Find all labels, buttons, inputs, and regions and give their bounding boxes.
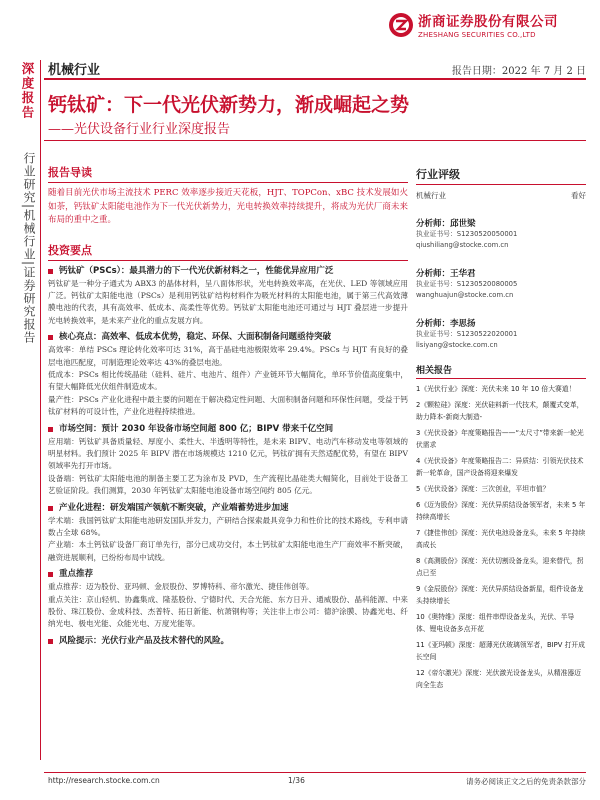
analyst-email[interactable]: qiushiliang@stocke.com.cn [416, 241, 509, 249]
brand-name-cn: 浙商证券股份有限公司 [418, 14, 558, 30]
analyst-card [416, 217, 586, 251]
point-head: 市场空间：预计 2030 年设备市场空间超 800 亿；BIPV 带来千亿空间 [48, 423, 408, 436]
page-subtitle: ——光伏设备行业行业深度报告 [48, 122, 231, 137]
brand-name-en: ZHESHANG SECURITIES CO.,LTD [418, 31, 536, 39]
related-report-link[interactable]: 5《光伏设备》深度：三次创业，平坦市值？ [416, 485, 550, 493]
rating-heading: 行业评级 [416, 166, 586, 185]
related-report-link[interactable]: 8《高测股份》深度：光伏切割设备龙头，迎来替代，拐点已至 [416, 557, 584, 577]
related-report-link[interactable]: 10《奥特维》深度：组件串焊设备龙头，光伏、半导体、锂电设备多点开花 [416, 613, 575, 633]
point-text: 重点推荐：迈为股份、亚玛顿、金辰股份、罗博特科、帝尔激光、捷佳伟创等。 [48, 582, 314, 592]
point-head: 重点推荐 [48, 568, 408, 581]
point-text: 学术端：我国钙钛矿太阳能电池研发国队并发力，产研结合探索最具竞争力和性价比的技术路线，专利申请数占全球 68%。 [48, 515, 408, 537]
analyst-name: 分析师：王华君 [416, 269, 476, 279]
main-content [48, 148, 408, 648]
related-report-link[interactable]: 6《迈为股份》深度：光伏异质结设备领军者，未来 5 年持续高增长 [416, 501, 586, 521]
point-text: 重点关注：京山轻机、协鑫集成、隆基股份、宁德时代、天合光能、东方日升、通威股份、晶科能源、中来股份、珠江股份、金成科技、杰普特、拓日新能、杭萧钢构等；关注非上市公司：德沪涂膜、协鑫光电、纤纳光电、极电光能、众能光电、万度光能等。 [48, 594, 408, 629]
related-heading: 相关报告 [416, 363, 586, 379]
header-divider [44, 78, 586, 80]
industry-label: 机械行业 [48, 63, 101, 78]
analyst-cert: 执业证书号：S1230520050001 [416, 230, 518, 238]
related-report-link[interactable]: 2《颗粒硅》深度：光伏硅料新一代技术，颠覆式变革，助力降本-新商大制造- [416, 401, 584, 421]
sidebar-panel [416, 160, 586, 691]
footer-divider [44, 772, 586, 773]
point-head: 钙钛矿（PSCs）：最具潜力的下一代光伏新材料之一，性能优异应用广泛 [48, 265, 408, 278]
page-number: 1/36 [288, 776, 305, 785]
report-date: 报告日期：2022 年 7 月 2 日 [451, 66, 586, 77]
bullet-square-icon [48, 335, 53, 340]
rating-value: 看好 [571, 191, 586, 200]
analyst-cert: 执业证书号：S1230520080005 [416, 280, 518, 288]
point-text: 产业端：本土钙钛矿设备厂商订单先行，部分已成功交付，本土钙钛矿太阳能电池生产厂商效率不断突破，融资进展顺利，已纷纷布局中试线。 [48, 540, 408, 562]
bullet-square-icon [48, 269, 53, 274]
related-report-link[interactable]: 12《帝尔激光》深度：光伏激光设备龙头，从精准器迈向全生态 [416, 669, 581, 689]
rating-row [416, 190, 586, 201]
footer-url[interactable]: http://research.stocke.com.cn [48, 776, 160, 785]
points-heading: 投资要点 [48, 242, 408, 261]
guide-text: 随着目前光伏市场主流技术 PERC 效率逐步接近天花板，HJT、TOPCon、xBC 技术发展如火如荼，钙钛矿太阳能电池作为下一代光伏新势力，光电转换效率持续提升，将成为光伏厂商未来布局的重中之重。 [48, 188, 408, 225]
point-head: 风险提示：光伏行业产品及技术替代的风险。 [48, 635, 408, 648]
rating-industry: 机械行业 [416, 191, 446, 200]
bullet-square-icon [48, 506, 53, 511]
point-head: 核心亮点：高效率、低成本优势，稳定、环保、大面积制备问题亟待突破 [48, 331, 408, 344]
side-report-type: 深度报告 [20, 62, 35, 120]
related-report-link[interactable]: 7《捷佳伟创》深度：光伏电池设备龙头，未来 5 年持续高成长 [416, 529, 586, 549]
footer-disclaimer: 请务必阅读正文之后的免责条款部分 [466, 777, 586, 786]
related-report-link[interactable]: 11《亚玛顿》深度：超薄光伏玻璃领军者，BIPV 打开成长空间 [416, 641, 585, 661]
analyst-email[interactable]: lisiyang@stocke.com.cn [416, 341, 498, 349]
analyst-card [416, 317, 586, 351]
side-category: 行业研究|机械行业|证券研究报告 [22, 152, 36, 345]
related-report-link[interactable]: 4《光伏设备》年度策略报告二：异质结：引领光伏技术新一轮革命，国产设备将迎来爆发 [416, 457, 584, 477]
related-report-link[interactable]: 3《光伏设备》年度策略报告——“太尺寸”带来新一轮光伏需求 [416, 429, 584, 449]
related-report-link[interactable]: 1《光伏行业》深度：光伏未来 10 年 10 倍大赛道！ [416, 385, 576, 393]
analyst-cert: 执业证书号：S1230522020001 [416, 330, 518, 338]
point-text: 应用端：钙钛矿具备质量轻、厚度小、柔性大、半透明等特性，是未来 BIPV、电动汽车移动发电等领域的明星材料。我们预计 2025 年 BIPV 潜在市场规模达 1210 亿元，钙钛矿拥有天然适配优势，有望在 BIPV 领域率先打开市场。 [48, 436, 408, 471]
point-text: 量产性：PSCs 产业化进程中最主要的问题在于解决稳定性问题、大面积制备问题和环保性问题，受益于钙钛矿材料的可设计性，产业化进程持续推进。 [48, 394, 408, 417]
title-divider [44, 140, 586, 141]
point-text: 高效率：单结 PSCs 理论转化效率可达 31%，高于晶硅电池极限效率 29.4%。PSCs 与 HJT 有良好的叠层电池匹配度，可制造理论效率达 43%的叠层电池。 [48, 345, 408, 367]
guide-heading: 报告导读 [48, 164, 408, 183]
brand-logo [388, 10, 558, 39]
point-text: 低成本：PSCs 相比传统晶硅（硅料、硅片、电池片、组件）产业链环节大幅简化，单环节价值高度集中，有望大幅降低光伏组件制造成本。 [48, 369, 408, 392]
side-divider [40, 60, 41, 760]
analyst-name: 分析师：李思扬 [416, 319, 476, 329]
point-text: 设备端：钙钛矿太阳能电池的制备主要工艺为涂布及 PVD，生产流程比晶硅类大幅简化，目前处于设备工艺验证阶段。我们测算，2030 年钙钛矿太阳能电池设备市场空间约 805 亿元。 [48, 473, 408, 496]
related-report-link[interactable]: 9《金辰股份》深度：光伏异质结设备新星，组件设备龙头持续增长 [416, 585, 584, 605]
brand-logo-icon [388, 12, 414, 38]
page-title: 钙钛矿：下一代光伏新势力，渐成崛起之势 [48, 94, 410, 116]
analyst-email[interactable]: wanghuajun@stocke.com.cn [416, 291, 514, 299]
analyst-name: 分析师：邱世梁 [416, 219, 476, 229]
point-head: 产业化进程：研发端国产领航不断突破，产业端蓄势进步加速 [48, 502, 408, 515]
bullet-square-icon [48, 427, 53, 432]
bullet-square-icon [48, 639, 53, 644]
point-text: 钙钛矿是一种分子通式为 ABX3 的晶体材料，呈八面体形状，光电转换效率高，在光伏、LED 等领域应用广泛。钙钛矿太阳能电池（PSCs）是利用钙钛矿结构材料作为吸光材料的太阳能电池，属于第三代高效薄膜电池的代表，具有高效率、低成本、高柔性等优势。钙钛矿太阳能电池还可通过与 HJT 叠层进一步提升光电转换效率，是未来产业化的重点发展方向。 [48, 278, 408, 325]
bullet-square-icon [48, 572, 53, 577]
analyst-card [416, 267, 586, 301]
